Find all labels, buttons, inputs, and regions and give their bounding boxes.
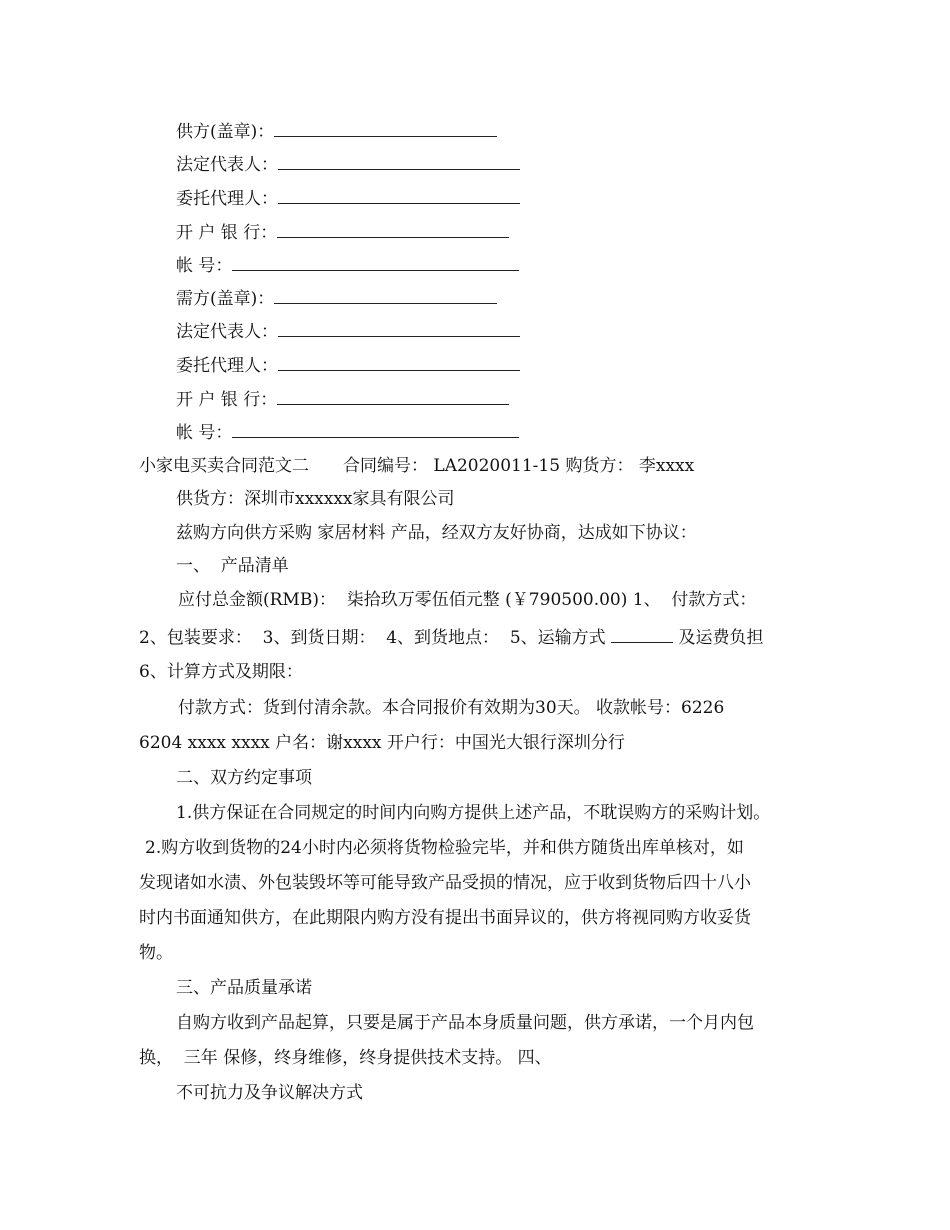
section-2-clause-2-line-1: 2.购方收到货物的24小时内必须将货物检验完毕，并和供方随货出库单核对，如 [145, 838, 744, 858]
blank-line [232, 420, 519, 438]
blank-line [278, 353, 520, 371]
intro-paragraph: 兹购方向供方采购 家居材料 产品，经双方友好协商，达成如下协议： [176, 523, 697, 543]
section-1-heading: 一、 产品清单 [176, 556, 289, 576]
supplier-bank-field: 开 户 银 行： [176, 220, 509, 244]
buyer-agent-field: 委托代理人： [176, 353, 520, 377]
section-2-clause-2-line-2: 发现诸如水渍、外包装毁坏等可能导致产品受损的情况，应于收到货物后四十八小 [139, 873, 751, 893]
buyer-seal-field: 需方(盖章)： [176, 286, 497, 310]
supplier-account-field: 帐 号： [176, 253, 519, 277]
supplier-legal-rep-field: 法定代表人： [176, 152, 520, 176]
supplier-seal-field: 供方(盖章)： [176, 119, 497, 143]
section-3-heading: 三、产品质量承诺 [176, 978, 312, 998]
buyer-bank-field: 开 户 银 行： [176, 387, 509, 411]
blank-line [278, 152, 520, 170]
buyer-legal-rep-field: 法定代表人： [176, 319, 520, 343]
section-3-line-2: 换， 三年 保修，终身维修，终身提供技术支持。 四、 [139, 1048, 552, 1068]
calculation-line: 6、计算方式及期限： [139, 662, 303, 682]
blank-line [277, 387, 509, 405]
section-2-clause-2-line-3: 时内书面通知供方，在此期限内购方没有提出书面异议的，供方将视同购方收妥货 [139, 908, 751, 928]
section-4-heading: 不可抗力及争议解决方式 [176, 1083, 363, 1103]
blank-line [611, 625, 673, 643]
blank-line [278, 319, 520, 337]
supplier-name-line: 供货方：深圳市xxxxxx家具有限公司 [176, 489, 455, 509]
payment-line-2: 6204 xxxx xxxx 户名：谢xxxx 开户行：中国光大银行深圳分行 [139, 733, 625, 753]
blank-line [277, 220, 509, 238]
blank-line [274, 286, 497, 304]
requirements-line: 2、包装要求： 3、到货日期： 4、到货地点： 5、运输方式 及运费负担 [139, 625, 764, 649]
blank-line [274, 119, 497, 137]
contract-title-line: 小家电买卖合同范文二 合同编号： LA2020011-15 购货方： 李xxxx [139, 456, 695, 476]
section-3-line-1: 自购方收到产品起算，只要是属于产品本身质量问题，供方承诺，一个月内包 [176, 1013, 754, 1033]
payment-line-1: 付款方式：货到付清余款。本合同报价有效期为30天。 收款帐号：6226 [178, 698, 725, 718]
section-2-clause-2-line-4: 物。 [139, 943, 173, 963]
supplier-agent-field: 委托代理人： [176, 186, 520, 210]
buyer-account-field: 帐 号： [176, 420, 519, 444]
section-2-heading: 二、双方约定事项 [176, 768, 312, 788]
blank-line [278, 186, 520, 204]
section-2-clause-1: 1.供方保证在合同规定的时间内向购方提供上述产品，不耽误购方的采购计划。 [176, 803, 771, 823]
blank-line [232, 253, 519, 271]
total-amount-line: 应付总金额(RMB)： 柒拾玖万零伍佰元整 (￥790500.00) 1、 付款方式： [178, 590, 757, 610]
